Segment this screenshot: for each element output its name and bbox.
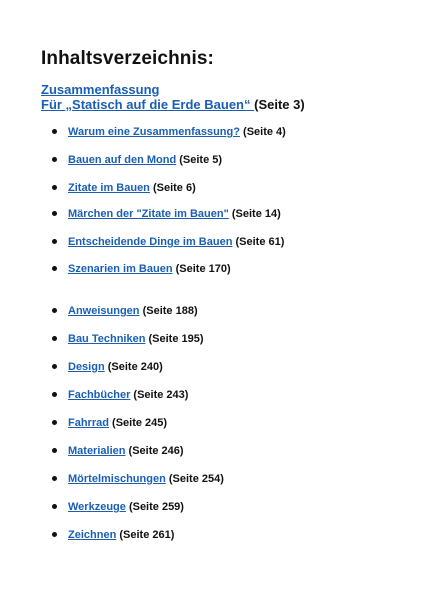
toc-link[interactable]: Entscheidende Dinge im Bauen bbox=[68, 236, 233, 248]
toc-item bbox=[52, 152, 222, 168]
summary-line-2: Für „Statisch auf die Erde Bauen“ bbox=[41, 97, 251, 112]
bullet-icon bbox=[52, 392, 57, 397]
toc-page-number: (Seite 5) bbox=[179, 154, 223, 166]
toc-link[interactable]: Bauen auf den Mond bbox=[68, 154, 177, 166]
toc-item bbox=[52, 303, 198, 319]
toc-link[interactable]: Design bbox=[68, 361, 105, 373]
toc-page-number: (Seite 261) bbox=[119, 529, 175, 541]
toc-link[interactable]: Bau Techniken bbox=[68, 333, 146, 345]
bullet-icon bbox=[52, 239, 57, 244]
bullet-icon bbox=[52, 157, 57, 162]
toc-link[interactable]: Anweisungen bbox=[68, 305, 140, 317]
toc-link[interactable]: Fachbücher bbox=[68, 389, 131, 401]
summary-link[interactable] bbox=[41, 82, 254, 112]
toc-page-number: (Seite 61) bbox=[235, 236, 285, 248]
toc-item bbox=[52, 443, 184, 459]
toc-page-number: (Seite 243) bbox=[133, 389, 189, 401]
toc-item bbox=[52, 206, 281, 222]
bullet-icon bbox=[52, 420, 57, 425]
page-title: Inhaltsverzeichnis: bbox=[41, 48, 214, 69]
toc-page-number: (Seite 254) bbox=[168, 473, 224, 485]
toc-link[interactable]: Warum eine Zusammenfassung? bbox=[68, 126, 240, 138]
toc-link[interactable]: Zeichnen bbox=[68, 529, 117, 541]
toc-page-number: (Seite 6) bbox=[152, 182, 196, 194]
bullet-icon bbox=[52, 364, 57, 369]
toc-link[interactable]: Materialien bbox=[68, 445, 126, 457]
toc-item bbox=[52, 359, 163, 375]
bullet-icon bbox=[52, 504, 57, 509]
bullet-icon bbox=[52, 308, 57, 313]
summary-line-1: Zusammenfassung bbox=[41, 82, 160, 97]
toc-page-number: (Seite 246) bbox=[128, 445, 184, 457]
summary-page-number: (Seite 3) bbox=[254, 97, 305, 112]
toc-item bbox=[52, 527, 174, 543]
toc-item bbox=[52, 387, 188, 403]
bullet-icon bbox=[52, 336, 57, 341]
bullet-icon bbox=[52, 185, 57, 190]
bullet-icon bbox=[52, 448, 57, 453]
bullet-icon bbox=[52, 266, 57, 271]
toc-page-number: (Seite 170) bbox=[175, 263, 231, 275]
toc-page-number: (Seite 240) bbox=[107, 361, 163, 373]
bullet-icon bbox=[52, 129, 57, 134]
toc-page-number: (Seite 245) bbox=[112, 417, 168, 429]
toc-item bbox=[52, 471, 224, 487]
toc-link[interactable]: Märchen der "Zitate im Bauen" bbox=[68, 208, 229, 220]
bullet-icon bbox=[52, 211, 57, 216]
toc-link[interactable]: Fahrrad bbox=[68, 417, 109, 429]
toc-item bbox=[52, 234, 284, 250]
toc-item bbox=[52, 180, 196, 196]
toc-page-number: (Seite 259) bbox=[128, 501, 184, 513]
toc-link[interactable]: Zitate im Bauen bbox=[68, 182, 150, 194]
toc-page-number: (Seite 195) bbox=[148, 333, 204, 345]
toc-item bbox=[52, 124, 286, 140]
toc-item bbox=[52, 261, 231, 277]
toc-item bbox=[52, 499, 184, 515]
bullet-icon bbox=[52, 532, 57, 537]
toc-item bbox=[52, 331, 204, 347]
toc-page-number: (Seite 14) bbox=[231, 208, 281, 220]
toc-page-number: (Seite 188) bbox=[142, 305, 198, 317]
toc-link[interactable]: Werkzeuge bbox=[68, 501, 126, 513]
toc-link[interactable]: Mörtelmischungen bbox=[68, 473, 166, 485]
toc-item bbox=[52, 415, 167, 431]
toc-page-number: (Seite 4) bbox=[243, 126, 286, 138]
toc-link[interactable]: Szenarien im Bauen bbox=[68, 263, 173, 275]
bullet-icon bbox=[52, 476, 57, 481]
summary-block bbox=[41, 82, 305, 112]
